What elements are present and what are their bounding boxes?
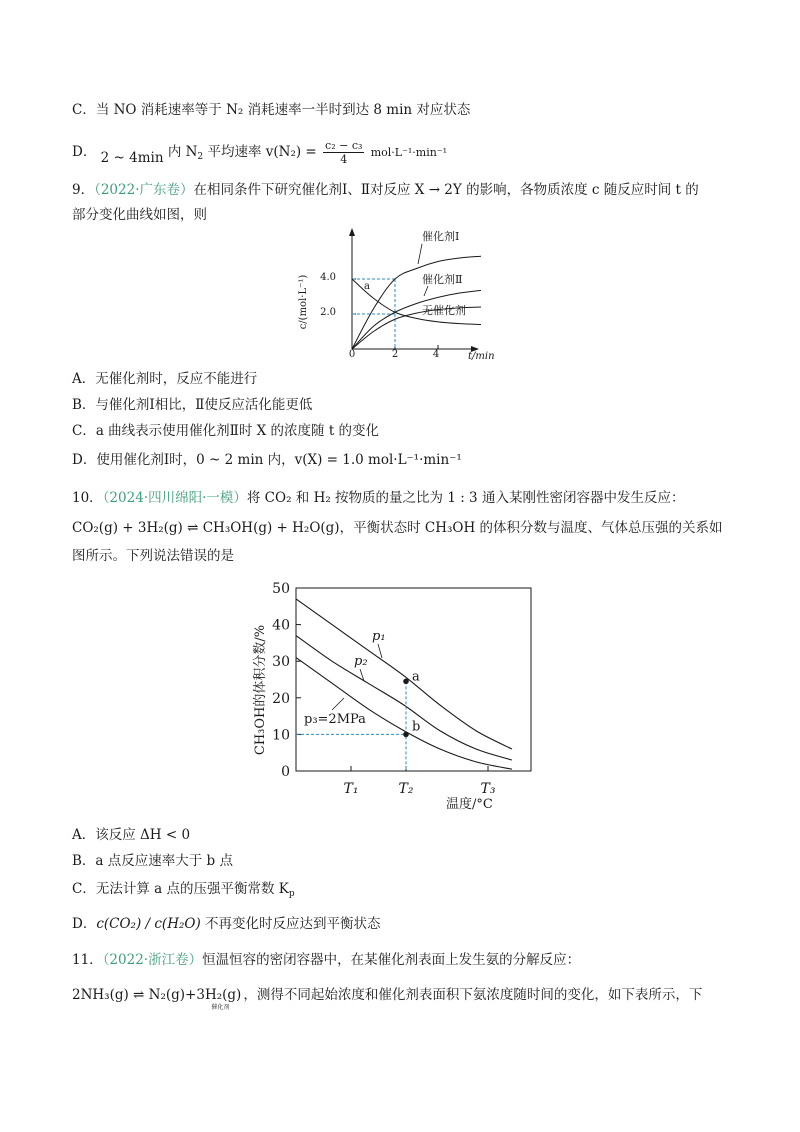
q8-option-d-mid2: 平均速率	[207, 144, 266, 160]
q9-number: 9．	[72, 182, 95, 198]
q10-xtick-label: T₂	[398, 781, 414, 797]
q9-ytick-2: 2.0	[320, 307, 336, 318]
q9-label-nocat: 无催化剂	[422, 304, 466, 317]
q9-option-d: D．使用催化剂Ⅰ时，0 ~ 2 min 内，v(X) = 1.0 mol·L⁻¹·min⁻¹	[72, 452, 462, 468]
q9-label-cat1: 催化剂Ⅰ	[422, 230, 460, 243]
q9-stem-line1	[72, 180, 699, 200]
q10-xtick-label: T₃	[480, 781, 496, 797]
q9-leader-cat1	[418, 244, 422, 264]
q10-stem-line2	[72, 518, 723, 538]
q9-option-b: B．与催化剂Ⅰ相比，Ⅱ使反应活化能更低	[72, 397, 313, 413]
q10-stem2: ，平衡状态时 CH₃OH 的体积分数与温度、气体总压强的关系如	[339, 520, 723, 536]
q9-chart	[300, 222, 510, 367]
q9-chart-xlabel: t/min	[468, 351, 495, 362]
q10-stem-line3: 图所示。下列说法错误的是	[72, 548, 234, 564]
q10-option-c-sub: p	[288, 889, 295, 899]
q10-option-d-post: 不再变化时反应达到平衡状态	[200, 916, 381, 932]
q9-label-a: a	[364, 281, 370, 292]
q10-chart-plot	[272, 581, 531, 797]
q10-leader-p1	[378, 644, 382, 658]
q10-ytick-label: 20	[272, 690, 290, 707]
q10-point-a	[403, 679, 409, 685]
q10-number: 10．	[72, 490, 103, 506]
q8-option-d-fraction	[323, 139, 364, 166]
q9-chart-ylabel: c/(mol·L⁻¹)	[298, 274, 309, 330]
q10-point-b	[403, 732, 409, 738]
q8-option-c: C．当 NO 消耗速率等于 N₂ 消耗速率一半时到达 8 min 对应状态	[72, 102, 471, 118]
q10-leader-p3	[332, 698, 344, 710]
q8-option-d-sub: 2	[197, 152, 204, 162]
q9-xtick-2: 2	[391, 349, 399, 360]
q8-option-d-numerator: c₂ − c₃	[325, 139, 363, 152]
q8-option-d-unit: mol·L⁻¹·min⁻¹	[370, 146, 448, 159]
q11-number: 11．	[72, 952, 103, 968]
q10-series-label-1: p₁	[372, 629, 386, 644]
q10-ytick-label: 50	[272, 581, 290, 597]
q10-chart	[250, 580, 550, 816]
q9-ytick-4: 4.0	[320, 272, 336, 283]
q10-option-d	[72, 914, 381, 934]
q11-stem1: 恒温恒容的密闭容器中，在某催化剂表面上发生氨的分解反应：	[202, 952, 581, 968]
q9-stem1: 在相同条件下研究催化剂Ⅰ、Ⅱ对反应 X → 2Y 的影响，各物质浓度 c 随反应时间 t 的	[193, 182, 699, 198]
q10-point-label-b: b	[412, 719, 421, 735]
q10-option-c	[72, 879, 295, 904]
q10-xtick-label: T₁	[343, 781, 359, 797]
q9-stem-line2: 部分变化曲线如图，则	[72, 207, 207, 223]
q8-option-d-label: D．	[72, 144, 97, 160]
q9-source: （2022·广东卷）	[94, 182, 194, 198]
q10-stem1: 将 CO₂ 和 H₂ 按物质的量之比为 1 : 3 通入某刚性密闭容器中发生反应：	[246, 490, 685, 506]
q10-series-label-3: p₃=2MPa	[304, 712, 366, 727]
q10-option-d-label: D．	[72, 916, 97, 932]
q9-option-c: C．a 曲线表示使用催化剂Ⅱ时 X 的浓度随 t 的变化	[72, 423, 380, 439]
q11-stem-line1	[72, 950, 580, 970]
q11-catalyst-note: 催化剂	[211, 1004, 230, 1011]
q11-source: （2022·浙江卷）	[102, 952, 203, 968]
q10-ytick-label: 30	[272, 654, 290, 671]
q11-stem2: ，测得不同起始浓度和催化剂表面积下氨浓度随时间的变化，如下表所示，下	[243, 987, 703, 1003]
q10-ytick-label: 10	[272, 727, 290, 744]
q10-ytick-label: 0	[281, 764, 290, 780]
q10-option-a: A．该反应 ΔH < 0	[72, 827, 191, 843]
q10-chart-ylabel: CH₃OH的体积分数/%	[253, 624, 268, 756]
q10-source: （2024·四川绵阳·一模）	[102, 490, 247, 506]
q10-chart-xlabel: 温度/°C	[446, 797, 493, 812]
q10-curve-p2	[296, 636, 512, 760]
q10-option-c-text: C．无法计算 a 点的压强平衡常数 K	[72, 881, 289, 897]
q11-stem-line2	[72, 985, 702, 1018]
q8-option-d-mid: 内 N	[167, 144, 198, 160]
q10-option-d-expr: c(CO₂) / c(H₂O)	[96, 916, 201, 932]
q8-option-d	[72, 139, 447, 167]
q10-point-label-a: a	[412, 669, 420, 685]
q10-ytick-label: 40	[272, 617, 290, 634]
q8-option-d-denominator: 4	[340, 153, 348, 166]
q9-xtick-4: 4	[432, 349, 440, 360]
q9-curve-catalyst-2	[352, 290, 481, 349]
q10-series-label-2: p₂	[354, 654, 368, 669]
q8-option-d-range: 2 ~ 4min	[100, 150, 164, 166]
q9-option-a: A．无催化剂时，反应不能进行	[72, 371, 258, 387]
q8-option-d-lhs: v(N₂) =	[265, 144, 317, 160]
q9-curve-catalyst-1	[352, 256, 481, 349]
q9-leader-cat2	[424, 286, 428, 296]
q9-label-cat2: 催化剂Ⅱ	[422, 273, 463, 286]
q10-equation: CO₂(g) + 3H₂(g) ⇌ CH₃OH(g) + H₂O(g)	[72, 520, 340, 536]
q10-option-b: B．a 点反应速率大于 b 点	[72, 853, 233, 869]
q10-stem-line1	[72, 488, 684, 508]
q9-xtick-0: 0	[348, 349, 356, 360]
q9-y-arrow	[349, 228, 355, 236]
q11-equation: 2NH₃(g) ⇌ N₂(g)+3H₂(g)	[72, 987, 242, 1003]
